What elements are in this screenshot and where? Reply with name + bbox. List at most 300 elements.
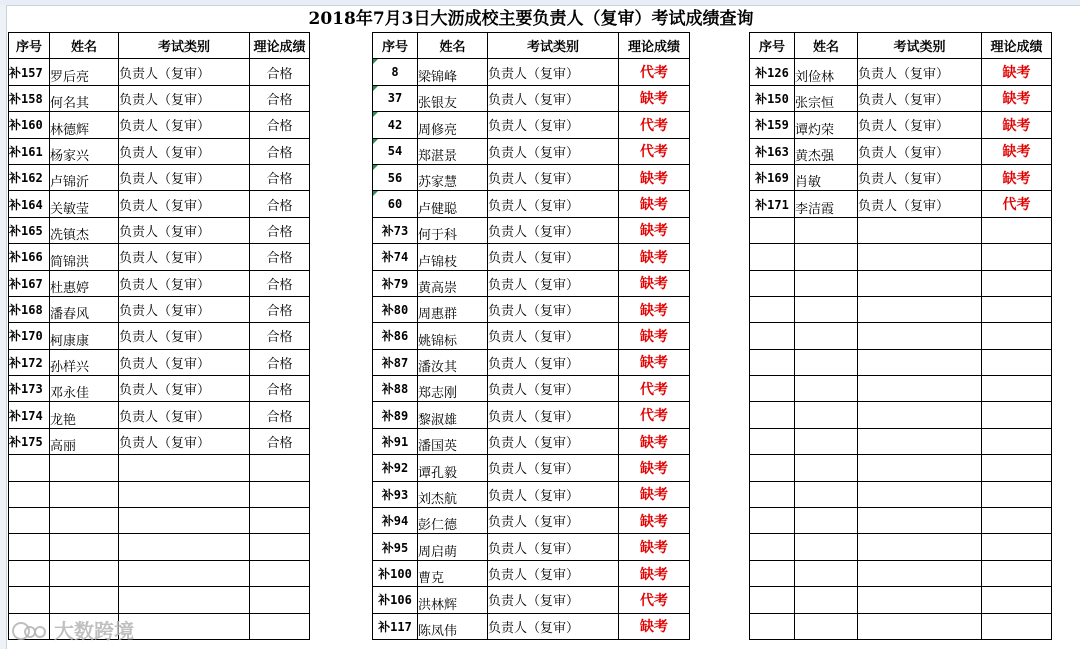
cell-name[interactable]: 洪林辉 xyxy=(418,587,488,613)
cell-score[interactable]: 合格 xyxy=(250,59,310,85)
cell-score[interactable]: 合格 xyxy=(250,270,310,296)
cell-score[interactable]: 缺考 xyxy=(619,508,690,534)
results-table-right xyxy=(749,32,1052,640)
cell-score[interactable]: 缺考 xyxy=(619,244,690,270)
cell-name[interactable]: 柯康康 xyxy=(50,323,119,349)
cell-no[interactable]: 补167 xyxy=(9,270,50,296)
cell-no[interactable]: 补95 xyxy=(373,534,418,560)
cell-name[interactable]: 林德辉 xyxy=(50,112,119,138)
cell-score[interactable] xyxy=(982,613,1052,639)
table-row xyxy=(9,138,310,164)
cell-no[interactable]: 60 xyxy=(373,191,418,217)
cell-score[interactable]: 合格 xyxy=(250,296,310,322)
table-row xyxy=(373,164,690,190)
cell-type[interactable]: 负责人（复审） xyxy=(119,323,250,349)
cell-score[interactable] xyxy=(982,349,1052,375)
cell-no[interactable]: 补163 xyxy=(750,138,795,164)
cell-type[interactable]: 负责人（复审） xyxy=(488,534,619,560)
cell-no[interactable]: 补92 xyxy=(373,455,418,481)
cell-no[interactable]: 补174 xyxy=(9,402,50,428)
weibo-logo-icon xyxy=(10,618,50,640)
cell-no[interactable]: 补79 xyxy=(373,270,418,296)
cell-name[interactable]: 卢锦沂 xyxy=(50,164,119,190)
cell-type[interactable]: 负责人（复审） xyxy=(488,296,619,322)
cell-score[interactable]: 代考 xyxy=(619,376,690,402)
cell-score[interactable]: 缺考 xyxy=(619,323,690,349)
cell-name[interactable]: 孙样兴 xyxy=(50,349,119,375)
cell-no[interactable]: 补89 xyxy=(373,402,418,428)
cell-no[interactable] xyxy=(750,323,795,349)
cell-type[interactable]: 负责人（复审） xyxy=(119,349,250,375)
cell-type[interactable] xyxy=(858,402,982,428)
header-row xyxy=(9,33,310,59)
table-row xyxy=(9,402,310,428)
cell-no[interactable] xyxy=(9,455,50,481)
cell-no[interactable]: 补106 xyxy=(373,587,418,613)
cell-no[interactable] xyxy=(750,560,795,586)
cell-no[interactable]: 补150 xyxy=(750,85,795,111)
cell-no[interactable]: 42 xyxy=(373,112,418,138)
cell-name[interactable] xyxy=(795,481,858,507)
cell-name[interactable] xyxy=(795,613,858,639)
cell-type[interactable] xyxy=(858,217,982,243)
cell-no[interactable] xyxy=(750,587,795,613)
cell-no[interactable]: 补87 xyxy=(373,349,418,375)
cell-name[interactable] xyxy=(795,270,858,296)
cell-score[interactable]: 缺考 xyxy=(982,164,1052,190)
cell-score[interactable] xyxy=(982,270,1052,296)
cell-no[interactable] xyxy=(750,481,795,507)
cell-score[interactable]: 合格 xyxy=(250,323,310,349)
cell-no[interactable] xyxy=(750,217,795,243)
cell-no[interactable]: 8 xyxy=(373,59,418,85)
header-no: 序号 xyxy=(373,33,418,59)
empty-row xyxy=(750,560,1052,586)
cell-type[interactable] xyxy=(858,587,982,613)
table-row xyxy=(373,613,690,639)
cell-error-indicator xyxy=(373,86,378,91)
cell-type[interactable]: 负责人（复审） xyxy=(119,112,250,138)
cell-name[interactable] xyxy=(50,455,119,481)
cell-name[interactable] xyxy=(795,560,858,586)
cell-score[interactable] xyxy=(982,587,1052,613)
table-row xyxy=(373,59,690,85)
cell-no[interactable]: 补126 xyxy=(750,59,795,85)
cell-no[interactable] xyxy=(750,244,795,270)
cell-score[interactable]: 合格 xyxy=(250,402,310,428)
cell-no[interactable] xyxy=(750,428,795,454)
cell-type[interactable]: 负责人（复审） xyxy=(488,323,619,349)
cell-score[interactable]: 缺考 xyxy=(619,296,690,322)
table-row xyxy=(373,191,690,217)
cell-type[interactable]: 负责人（复审） xyxy=(119,217,250,243)
empty-row xyxy=(750,534,1052,560)
cell-name[interactable] xyxy=(50,560,119,586)
cell-type[interactable]: 负责人（复审） xyxy=(488,138,619,164)
cell-type[interactable]: 负责人（复审） xyxy=(488,587,619,613)
cell-score[interactable]: 缺考 xyxy=(982,112,1052,138)
cell-score[interactable]: 缺考 xyxy=(619,164,690,190)
cell-name[interactable]: 张宗恒 xyxy=(795,85,858,111)
cell-score[interactable] xyxy=(250,508,310,534)
cell-name[interactable]: 黄高崇 xyxy=(418,270,488,296)
cell-name[interactable]: 黄杰强 xyxy=(795,138,858,164)
cell-no[interactable]: 补80 xyxy=(373,296,418,322)
cell-type[interactable]: 负责人（复审） xyxy=(119,164,250,190)
cell-type[interactable] xyxy=(858,534,982,560)
cell-name[interactable]: 周惠群 xyxy=(418,296,488,322)
cell-no[interactable]: 54 xyxy=(373,138,418,164)
cell-no[interactable] xyxy=(750,270,795,296)
cell-no[interactable]: 补164 xyxy=(9,191,50,217)
cell-type[interactable]: 负责人（复审） xyxy=(858,59,982,85)
cell-name[interactable] xyxy=(795,402,858,428)
cell-no[interactable]: 补100 xyxy=(373,560,418,586)
cell-type[interactable]: 负责人（复审） xyxy=(858,191,982,217)
cell-name[interactable]: 姚锦标 xyxy=(418,323,488,349)
cell-type[interactable] xyxy=(858,428,982,454)
cell-name[interactable]: 高丽 xyxy=(50,428,119,454)
cell-no[interactable]: 补93 xyxy=(373,481,418,507)
cell-type[interactable]: 负责人（复审） xyxy=(858,164,982,190)
cell-type[interactable]: 负责人（复审） xyxy=(488,349,619,375)
cell-no[interactable]: 补166 xyxy=(9,244,50,270)
cell-name[interactable] xyxy=(50,508,119,534)
cell-name[interactable]: 杜惠婷 xyxy=(50,270,119,296)
cell-no[interactable] xyxy=(750,613,795,639)
table-row xyxy=(373,376,690,402)
cell-no[interactable]: 补86 xyxy=(373,323,418,349)
cell-name[interactable]: 关敏莹 xyxy=(50,191,119,217)
cell-type[interactable]: 负责人（复审） xyxy=(488,613,619,639)
cell-name[interactable] xyxy=(795,428,858,454)
cell-name[interactable]: 梁锦峰 xyxy=(418,59,488,85)
cell-no[interactable] xyxy=(750,508,795,534)
cell-score[interactable]: 合格 xyxy=(250,376,310,402)
cell-no[interactable]: 补172 xyxy=(9,349,50,375)
cell-score[interactable] xyxy=(982,481,1052,507)
cell-name[interactable] xyxy=(50,587,119,613)
cell-type[interactable]: 负责人（复审） xyxy=(488,270,619,296)
cell-type[interactable] xyxy=(119,508,250,534)
cell-no[interactable]: 补94 xyxy=(373,508,418,534)
cell-type[interactable]: 负责人（复审） xyxy=(488,191,619,217)
cell-no[interactable]: 补73 xyxy=(373,217,418,243)
cell-type[interactable] xyxy=(119,534,250,560)
cell-name[interactable]: 刘俭林 xyxy=(795,59,858,85)
cell-score[interactable] xyxy=(250,560,310,586)
cell-name[interactable] xyxy=(795,323,858,349)
cell-no[interactable]: 补91 xyxy=(373,428,418,454)
cell-name[interactable]: 龙艳 xyxy=(50,402,119,428)
empty-row xyxy=(750,402,1052,428)
cell-name[interactable]: 冼镇杰 xyxy=(50,217,119,243)
cell-type[interactable]: 负责人（复审） xyxy=(488,560,619,586)
cell-type[interactable] xyxy=(858,270,982,296)
cell-no[interactable]: 补161 xyxy=(9,138,50,164)
cell-type[interactable] xyxy=(858,244,982,270)
cell-name[interactable]: 潘国英 xyxy=(418,428,488,454)
empty-row xyxy=(750,613,1052,639)
cell-no[interactable] xyxy=(750,296,795,322)
cell-name[interactable]: 谭孔毅 xyxy=(418,455,488,481)
cell-type[interactable] xyxy=(119,587,250,613)
cell-score[interactable]: 缺考 xyxy=(619,85,690,111)
cell-no[interactable]: 37 xyxy=(373,85,418,111)
cell-no[interactable]: 补159 xyxy=(750,112,795,138)
cell-name[interactable] xyxy=(795,217,858,243)
cell-type[interactable]: 负责人（复审） xyxy=(119,138,250,164)
cell-name[interactable]: 潘春风 xyxy=(50,296,119,322)
cell-name[interactable] xyxy=(795,508,858,534)
cell-type[interactable]: 负责人（复审） xyxy=(858,112,982,138)
cell-name[interactable] xyxy=(795,349,858,375)
cell-score[interactable] xyxy=(250,481,310,507)
cell-name[interactable] xyxy=(795,244,858,270)
cell-score[interactable] xyxy=(250,587,310,613)
cell-error-indicator xyxy=(373,191,378,196)
cell-type[interactable] xyxy=(119,613,250,639)
table-row xyxy=(373,534,690,560)
cell-type[interactable]: 负责人（复审） xyxy=(488,59,619,85)
cell-type[interactable] xyxy=(858,613,982,639)
cell-no[interactable]: 补88 xyxy=(373,376,418,402)
cell-score[interactable] xyxy=(982,244,1052,270)
cell-type[interactable]: 负责人（复审） xyxy=(119,244,250,270)
cell-no[interactable]: 补160 xyxy=(9,112,50,138)
cell-score[interactable] xyxy=(982,376,1052,402)
cell-name[interactable]: 郑湛景 xyxy=(418,138,488,164)
cell-name[interactable]: 李洁霞 xyxy=(795,191,858,217)
cell-no[interactable] xyxy=(9,560,50,586)
table-row xyxy=(9,244,310,270)
cell-type[interactable]: 负责人（复审） xyxy=(119,85,250,111)
cell-score[interactable]: 合格 xyxy=(250,112,310,138)
cell-type[interactable] xyxy=(858,455,982,481)
watermark xyxy=(10,614,134,644)
cell-no[interactable] xyxy=(750,455,795,481)
cell-name[interactable]: 周启萌 xyxy=(418,534,488,560)
cell-type[interactable] xyxy=(858,323,982,349)
cell-type[interactable]: 负责人（复审） xyxy=(119,296,250,322)
cell-no[interactable]: 补165 xyxy=(9,217,50,243)
cell-type[interactable]: 负责人（复审） xyxy=(488,244,619,270)
cell-no[interactable] xyxy=(9,481,50,507)
cell-type[interactable]: 负责人（复审） xyxy=(488,217,619,243)
cell-name[interactable]: 曹克 xyxy=(418,560,488,586)
cell-type[interactable] xyxy=(119,560,250,586)
cell-no[interactable]: 补162 xyxy=(9,164,50,190)
cell-name[interactable] xyxy=(795,376,858,402)
cell-score[interactable]: 缺考 xyxy=(619,191,690,217)
cell-score[interactable]: 代考 xyxy=(619,587,690,613)
cell-type[interactable]: 负责人（复审） xyxy=(119,191,250,217)
cell-type[interactable]: 负责人（复审） xyxy=(488,402,619,428)
cell-type[interactable]: 负责人（复审） xyxy=(858,85,982,111)
cell-score[interactable]: 合格 xyxy=(250,138,310,164)
cell-score[interactable]: 合格 xyxy=(250,164,310,190)
cell-type[interactable] xyxy=(119,481,250,507)
cell-score[interactable]: 合格 xyxy=(250,217,310,243)
cell-score[interactable]: 缺考 xyxy=(619,534,690,560)
header-score: 理论成绩 xyxy=(250,33,310,59)
cell-score[interactable]: 缺考 xyxy=(619,428,690,454)
cell-name[interactable]: 肖敏 xyxy=(795,164,858,190)
cell-type[interactable]: 负责人（复审） xyxy=(119,428,250,454)
cell-score[interactable]: 合格 xyxy=(250,244,310,270)
cell-score[interactable]: 代考 xyxy=(619,112,690,138)
cell-score[interactable] xyxy=(982,508,1052,534)
cell-score[interactable]: 合格 xyxy=(250,349,310,375)
cell-name[interactable]: 简锦洪 xyxy=(50,244,119,270)
cell-score[interactable]: 合格 xyxy=(250,428,310,454)
cell-type[interactable]: 负责人（复审） xyxy=(119,376,250,402)
cell-no[interactable]: 补169 xyxy=(750,164,795,190)
cell-score[interactable]: 缺考 xyxy=(619,349,690,375)
cell-no[interactable] xyxy=(9,587,50,613)
cell-type[interactable] xyxy=(858,296,982,322)
cell-type[interactable] xyxy=(858,508,982,534)
results-table-left xyxy=(8,32,310,640)
cell-no[interactable]: 补171 xyxy=(750,191,795,217)
cell-score[interactable]: 缺考 xyxy=(619,270,690,296)
cell-score[interactable]: 代考 xyxy=(619,402,690,428)
cell-score[interactable] xyxy=(982,534,1052,560)
cell-no[interactable]: 补173 xyxy=(9,376,50,402)
cell-name[interactable] xyxy=(795,587,858,613)
empty-row xyxy=(9,534,310,560)
cell-type[interactable]: 负责人（复审） xyxy=(488,455,619,481)
cell-no[interactable]: 补175 xyxy=(9,428,50,454)
cell-type[interactable] xyxy=(858,376,982,402)
header-name: 姓名 xyxy=(418,33,488,59)
cell-no[interactable]: 56 xyxy=(373,164,418,190)
cell-type[interactable]: 负责人（复审） xyxy=(119,402,250,428)
cell-score[interactable] xyxy=(982,402,1052,428)
cell-score[interactable]: 缺考 xyxy=(982,59,1052,85)
table-row xyxy=(373,587,690,613)
cell-name[interactable]: 周修亮 xyxy=(418,112,488,138)
cell-score[interactable]: 缺考 xyxy=(619,455,690,481)
cell-name[interactable]: 卢健聪 xyxy=(418,191,488,217)
cell-score[interactable]: 代考 xyxy=(619,59,690,85)
cell-score[interactable]: 合格 xyxy=(250,85,310,111)
cell-name[interactable]: 苏家慧 xyxy=(418,164,488,190)
cell-score[interactable]: 缺考 xyxy=(619,560,690,586)
cell-no[interactable]: 补117 xyxy=(373,613,418,639)
cell-score[interactable]: 缺考 xyxy=(619,613,690,639)
cell-no[interactable] xyxy=(750,349,795,375)
cell-score[interactable] xyxy=(982,560,1052,586)
cell-score[interactable] xyxy=(982,296,1052,322)
cell-name[interactable]: 潘汝其 xyxy=(418,349,488,375)
cell-score[interactable] xyxy=(250,455,310,481)
cell-no[interactable]: 补157 xyxy=(9,59,50,85)
cell-name[interactable]: 彭仁德 xyxy=(418,508,488,534)
cell-type[interactable]: 负责人（复审） xyxy=(488,112,619,138)
cell-name[interactable]: 杨家兴 xyxy=(50,138,119,164)
cell-score[interactable]: 缺考 xyxy=(619,481,690,507)
cell-name[interactable]: 张银友 xyxy=(418,85,488,111)
cell-type[interactable]: 负责人（复审） xyxy=(488,508,619,534)
header-no: 序号 xyxy=(750,33,795,59)
cell-name[interactable]: 卢锦枝 xyxy=(418,244,488,270)
empty-row xyxy=(9,481,310,507)
cell-no[interactable] xyxy=(750,376,795,402)
cell-name[interactable]: 何名其 xyxy=(50,85,119,111)
table-row xyxy=(373,296,690,322)
cell-no[interactable]: 补158 xyxy=(9,85,50,111)
cell-score[interactable] xyxy=(250,534,310,560)
cell-name[interactable] xyxy=(795,534,858,560)
cell-type[interactable]: 负责人（复审） xyxy=(858,138,982,164)
cell-name[interactable] xyxy=(50,481,119,507)
cell-score[interactable]: 缺考 xyxy=(619,217,690,243)
cell-score[interactable]: 代考 xyxy=(982,191,1052,217)
cell-name[interactable] xyxy=(795,296,858,322)
cell-no[interactable]: 补74 xyxy=(373,244,418,270)
table-row xyxy=(9,428,310,454)
cell-name[interactable]: 何于科 xyxy=(418,217,488,243)
cell-type[interactable]: 负责人（复审） xyxy=(488,481,619,507)
cell-no[interactable] xyxy=(750,402,795,428)
cell-type[interactable] xyxy=(858,349,982,375)
cell-no[interactable] xyxy=(9,534,50,560)
empty-row xyxy=(750,376,1052,402)
empty-row xyxy=(750,428,1052,454)
table-row xyxy=(9,112,310,138)
cell-score[interactable] xyxy=(982,455,1052,481)
cell-score[interactable] xyxy=(982,217,1052,243)
cell-type[interactable] xyxy=(858,481,982,507)
table-row xyxy=(373,402,690,428)
cell-name[interactable]: 罗后亮 xyxy=(50,59,119,85)
cell-type[interactable]: 负责人（复审） xyxy=(488,164,619,190)
cell-score[interactable]: 缺考 xyxy=(982,138,1052,164)
cell-no[interactable]: 补168 xyxy=(9,296,50,322)
cell-score[interactable]: 缺考 xyxy=(982,85,1052,111)
cell-name[interactable]: 谭灼荣 xyxy=(795,112,858,138)
cell-no[interactable]: 补170 xyxy=(9,323,50,349)
cell-type[interactable]: 负责人（复审） xyxy=(488,85,619,111)
cell-name[interactable]: 刘杰航 xyxy=(418,481,488,507)
table-row xyxy=(9,270,310,296)
cell-no[interactable] xyxy=(9,508,50,534)
cell-type[interactable]: 负责人（复审） xyxy=(488,428,619,454)
sheet-title: 2018年7月3日大沥成校主要负责人（复审）考试成绩查询 xyxy=(308,9,754,29)
cell-score[interactable]: 合格 xyxy=(250,191,310,217)
cell-score[interactable] xyxy=(982,323,1052,349)
cell-name[interactable]: 郑志刚 xyxy=(418,376,488,402)
table-row xyxy=(750,85,1052,111)
cell-name[interactable] xyxy=(50,534,119,560)
cell-type[interactable]: 负责人（复审） xyxy=(119,59,250,85)
cell-type[interactable] xyxy=(119,455,250,481)
cell-score[interactable] xyxy=(982,428,1052,454)
cell-type[interactable]: 负责人（复审） xyxy=(119,270,250,296)
table-row xyxy=(9,217,310,243)
cell-type[interactable] xyxy=(858,560,982,586)
table-row xyxy=(9,164,310,190)
cell-no[interactable] xyxy=(750,534,795,560)
cell-name[interactable] xyxy=(795,455,858,481)
cell-name[interactable]: 邓永佳 xyxy=(50,376,119,402)
cell-name[interactable]: 陈凤伟 xyxy=(418,613,488,639)
cell-score[interactable]: 代考 xyxy=(619,138,690,164)
cell-score[interactable] xyxy=(250,613,310,639)
cell-type[interactable]: 负责人（复审） xyxy=(488,376,619,402)
cell-name[interactable]: 黎淑雄 xyxy=(418,402,488,428)
